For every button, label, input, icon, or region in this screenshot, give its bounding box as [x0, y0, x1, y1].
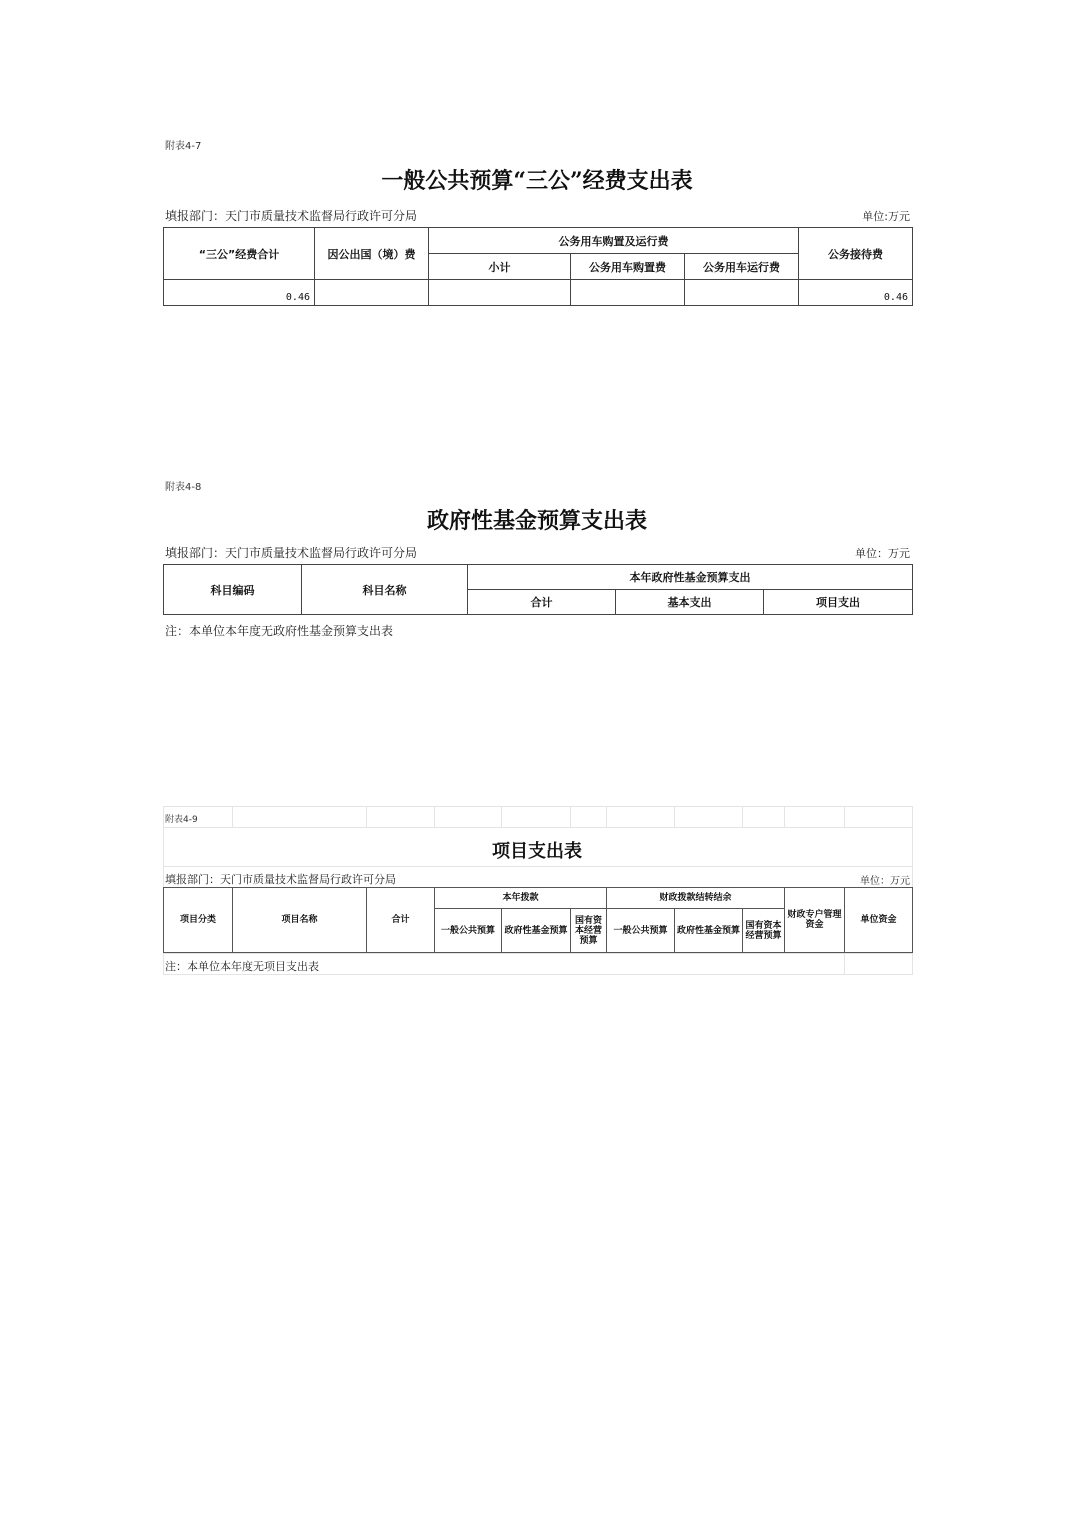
table-note: 注：本单位本年度无项目支出表 — [165, 960, 319, 973]
header-abroad: 因公出国（境）费 — [315, 228, 429, 280]
header-fund: 政府性基金预算 — [502, 909, 571, 953]
unit-label: 单位：万元 — [860, 876, 910, 887]
table-title-three-public: 一般公共预算“三公”经费支出表 — [381, 168, 693, 194]
table-row — [164, 280, 913, 306]
header-group: 本年政府性基金预算支出 — [468, 565, 913, 590]
appendix-tag-4-9: 附表4-9 — [165, 815, 198, 825]
header-name: 科目名称 — [302, 565, 468, 615]
unit-label: 单位:万元 — [862, 210, 910, 223]
reporting-department: 填报部门：天门市质量技术监督局行政许可分局 — [165, 546, 418, 560]
header-fund-carry: 政府性基金预算 — [675, 909, 743, 953]
table-note: 注：本单位本年度无政府性基金预算支出表 — [165, 624, 394, 638]
appendix-tag-4-8: 附表4-8 — [165, 482, 202, 493]
header-basic: 基本支出 — [616, 590, 764, 615]
table-title-gov-fund: 政府性基金预算支出表 — [426, 508, 647, 534]
cell-operation — [685, 280, 799, 306]
gov-fund-expense-table — [163, 564, 913, 615]
cell-total: 0.46 — [164, 280, 315, 306]
header-name: 项目名称 — [233, 888, 367, 953]
project-expense-table — [163, 887, 913, 953]
header-current-group: 本年拨款 — [435, 888, 607, 909]
three-public-expense-table — [163, 227, 913, 306]
header-purchase: 公务用车购置费 — [571, 254, 685, 280]
unit-label: 单位：万元 — [855, 547, 910, 560]
header-total: 合计 — [367, 888, 435, 953]
reporting-department: 填报部门：天门市质量技术监督局行政许可分局 — [165, 873, 396, 886]
header-state-carry: 国有资本经营预算 — [743, 909, 785, 953]
header-total: “三公”经费合计 — [164, 228, 315, 280]
header-subtotal: 小计 — [429, 254, 571, 280]
cell-subtotal — [429, 280, 571, 306]
header-vehicle-group: 公务用车购置及运行费 — [429, 228, 799, 254]
header-project: 项目支出 — [764, 590, 913, 615]
appendix-tag-4-7: 附表4-7 — [165, 141, 202, 152]
header-general-carry: 一般公共预算 — [607, 909, 675, 953]
header-reception: 公务接待费 — [799, 228, 913, 280]
header-state: 国有资本经营预算 — [571, 909, 607, 953]
header-carry-group: 财政拨款结转结余 — [607, 888, 785, 909]
header-total: 合计 — [468, 590, 616, 615]
header-operation: 公务用车运行费 — [685, 254, 799, 280]
header-general: 一般公共预算 — [435, 909, 502, 953]
cell-purchase — [571, 280, 685, 306]
header-special: 财政专户管理资金 — [785, 888, 845, 953]
reporting-department: 填报部门：天门市质量技术监督局行政许可分局 — [165, 209, 418, 223]
header-category: 项目分类 — [164, 888, 233, 953]
header-unit-funds: 单位资金 — [845, 888, 913, 953]
cell-reception: 0.46 — [799, 280, 913, 306]
header-code: 科目编码 — [164, 565, 302, 615]
cell-abroad — [315, 280, 429, 306]
table-title-project: 项目支出表 — [492, 841, 582, 862]
